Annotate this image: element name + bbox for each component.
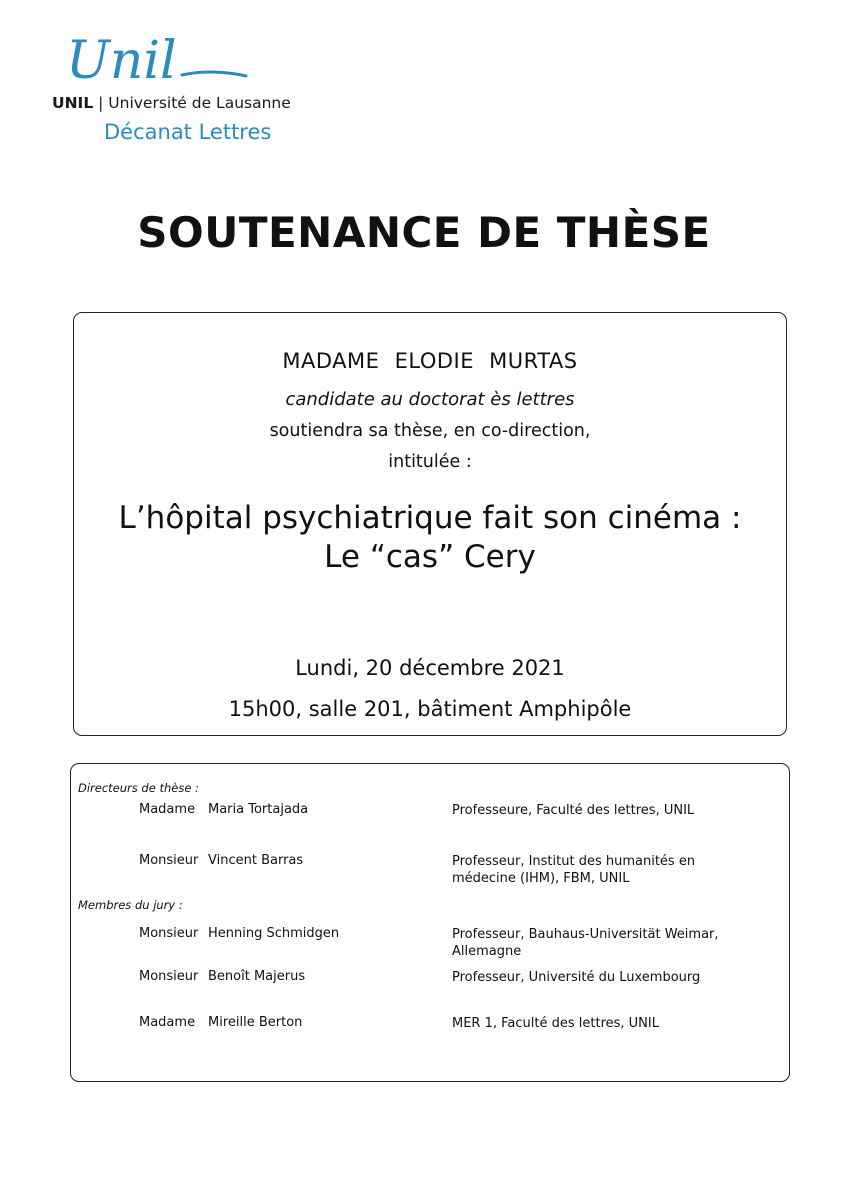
candidate-role: candidate au doctorat ès lettres xyxy=(285,389,575,410)
candidate-name: MADAME ELODIE MURTAS xyxy=(282,349,578,373)
directors-heading: Directeurs de thèse : xyxy=(78,781,199,795)
members-heading: Membres du jury : xyxy=(78,898,183,912)
jury-name: Benoît Majerus xyxy=(208,969,306,984)
jury-name: Mireille Berton xyxy=(208,1015,303,1030)
jury-role: MER 1, Faculté des lettres, UNIL xyxy=(452,1016,659,1031)
jury-row xyxy=(71,853,789,893)
announcement-line-1: soutiendra sa thèse, en co-direction, xyxy=(269,421,591,441)
jury-box xyxy=(70,763,790,1082)
jury-civility: Madame xyxy=(139,1015,196,1030)
jury-name: Maria Tortajada xyxy=(208,802,309,817)
jury-name: Henning Schmidgen xyxy=(208,926,340,941)
page-title: SOUTENANCE DE THÈSE xyxy=(137,208,711,257)
jury-row xyxy=(71,969,789,1009)
jury-role: Professeur, Bauhaus-Universität Weimar, Allemagne xyxy=(452,927,719,959)
announcement-box xyxy=(73,312,787,736)
jury-civility: Monsieur xyxy=(139,969,199,984)
unil-wordmark-graphic xyxy=(64,32,249,94)
department-name: Décanat Lettres xyxy=(104,120,272,144)
university-line: UNIL | Université de Lausanne xyxy=(52,94,291,112)
thesis-title-line-2: Le “cas” Cery xyxy=(324,539,536,575)
jury-role: Professeure, Faculté des lettres, UNIL xyxy=(452,803,695,818)
logo-wordmark: Unil xyxy=(66,32,177,91)
jury-name: Vincent Barras xyxy=(208,853,304,868)
university-abbr: UNIL xyxy=(52,94,94,112)
jury-role: Professeur, Université du Luxembourg xyxy=(452,970,701,985)
announcement-line-2: intitulée : xyxy=(388,452,472,472)
jury-civility: Madame xyxy=(139,802,196,817)
defense-time-place: 15h00, salle 201, bâtiment Amphipôle xyxy=(228,697,632,721)
defense-date: Lundi, 20 décembre 2021 xyxy=(295,656,565,680)
jury-row xyxy=(71,926,789,966)
thesis-title-line-1: L’hôpital psychiatrique fait son cinéma : xyxy=(118,500,742,536)
jury-civility: Monsieur xyxy=(139,853,199,868)
jury-row xyxy=(71,1015,789,1055)
jury-civility: Monsieur xyxy=(139,926,199,941)
jury-role: Professeur, Institut des humanités en médecine (IHM), FBM, UNIL xyxy=(452,854,696,886)
jury-row xyxy=(71,802,789,842)
university-name: Université de Lausanne xyxy=(108,94,291,112)
